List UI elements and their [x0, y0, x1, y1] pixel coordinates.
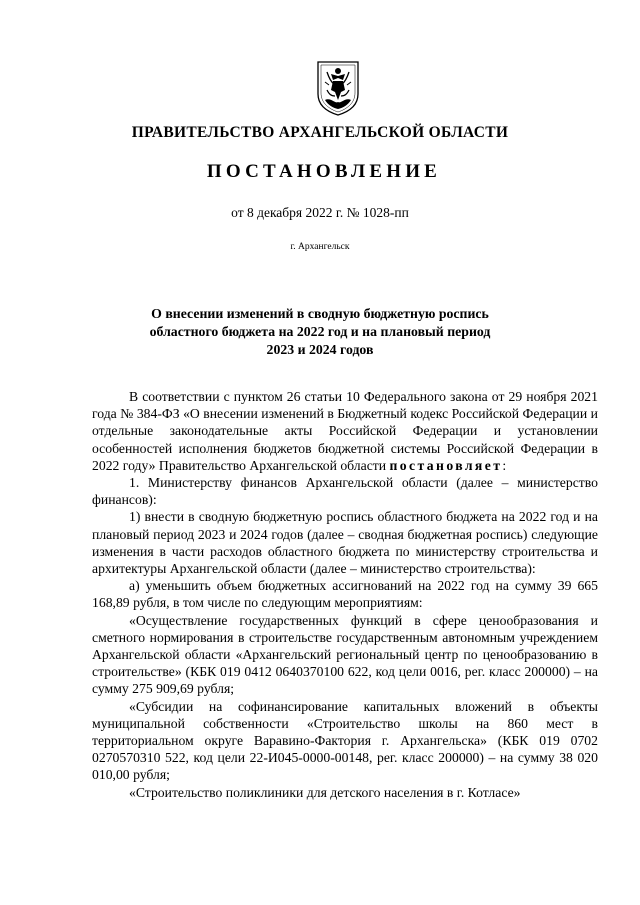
preamble-end: :	[502, 457, 507, 473]
coat-of-arms-icon	[315, 60, 361, 116]
clause-1: 1. Министерству финансов Архангельской области (далее – министерство финансов):	[92, 475, 598, 508]
subject-line: областного бюджета на 2022 год и на плановый период	[149, 324, 491, 339]
subject-line: О внесении изменений в сводную бюджетную роспись	[151, 306, 489, 321]
resolves-word: постановляет	[389, 457, 503, 473]
measure-item: «Субсидии на софинансирование капитальных вложений в объекты муниципальной собственности «Строительство школы на 860 мест в территориальном округе Варавино-Фактория г. Архангельска» (КБК 019 0702 0270570310 522, код цели 22-И045-0000-00148, рег. класс 200000) – на сумму 38 020 010,00 рубля;	[92, 698, 598, 783]
decree-date-number: от 8 декабря 2022 г. № 1028-пп	[231, 205, 409, 220]
clause-1-1-a: а) уменьшить объем бюджетных ассигнований на 2022 год на сумму 39 665 168,89 рубля, в том числе по следующим мероприятиям:	[92, 578, 598, 611]
decree-city: г. Архангельск	[290, 242, 350, 252]
decree-subject	[0, 305, 640, 359]
preamble-text: В соответствии с пунктом 26 статьи 10 Федерального закона от 29 ноября 2021 года № 384-ФЗ «О внесении изменений в Бюджетный кодекс Российской Федерации и отдельные законодательные акты Российской Федерации и установлении особенностей исполнения бюджетов бюджетной системы Российской Федерации в 2022 году» Правительство Архангельской области	[92, 389, 598, 473]
subject-line: 2023 и 2024 годов	[266, 342, 374, 357]
measure-item: «Осуществление государственных функций в сфере ценообразования и сметного нормирования в строительстве государственным автономным учреждением Архангельской области «Архангельский региональный центр по ценообразованию в строительстве» (КБК 019 0412 0640370100 622, код цели 0016, рег. класс 200000) – на сумму 275 909,69 рубля;	[92, 612, 598, 697]
preamble-paragraph	[92, 388, 598, 474]
decree-body	[92, 388, 598, 801]
measure-item: «Строительство поликлиники для детского населения в г. Котласе»	[129, 784, 521, 800]
government-name: ПРАВИТЕЛЬСТВО АРХАНГЕЛЬСКОЙ ОБЛАСТИ	[131, 124, 509, 141]
clause-1-1: 1) внести в сводную бюджетную роспись областного бюджета на 2022 год и на плановый период 2023 и 2024 годов (далее – сводная бюджетная роспись) следующие изменения в части расходов областного бюджета по министерству строительства и архитектуры Архангельской области (далее – министерство строительства):	[92, 509, 598, 577]
document-type: ПОСТАНОВЛЕНИЕ	[206, 161, 442, 182]
